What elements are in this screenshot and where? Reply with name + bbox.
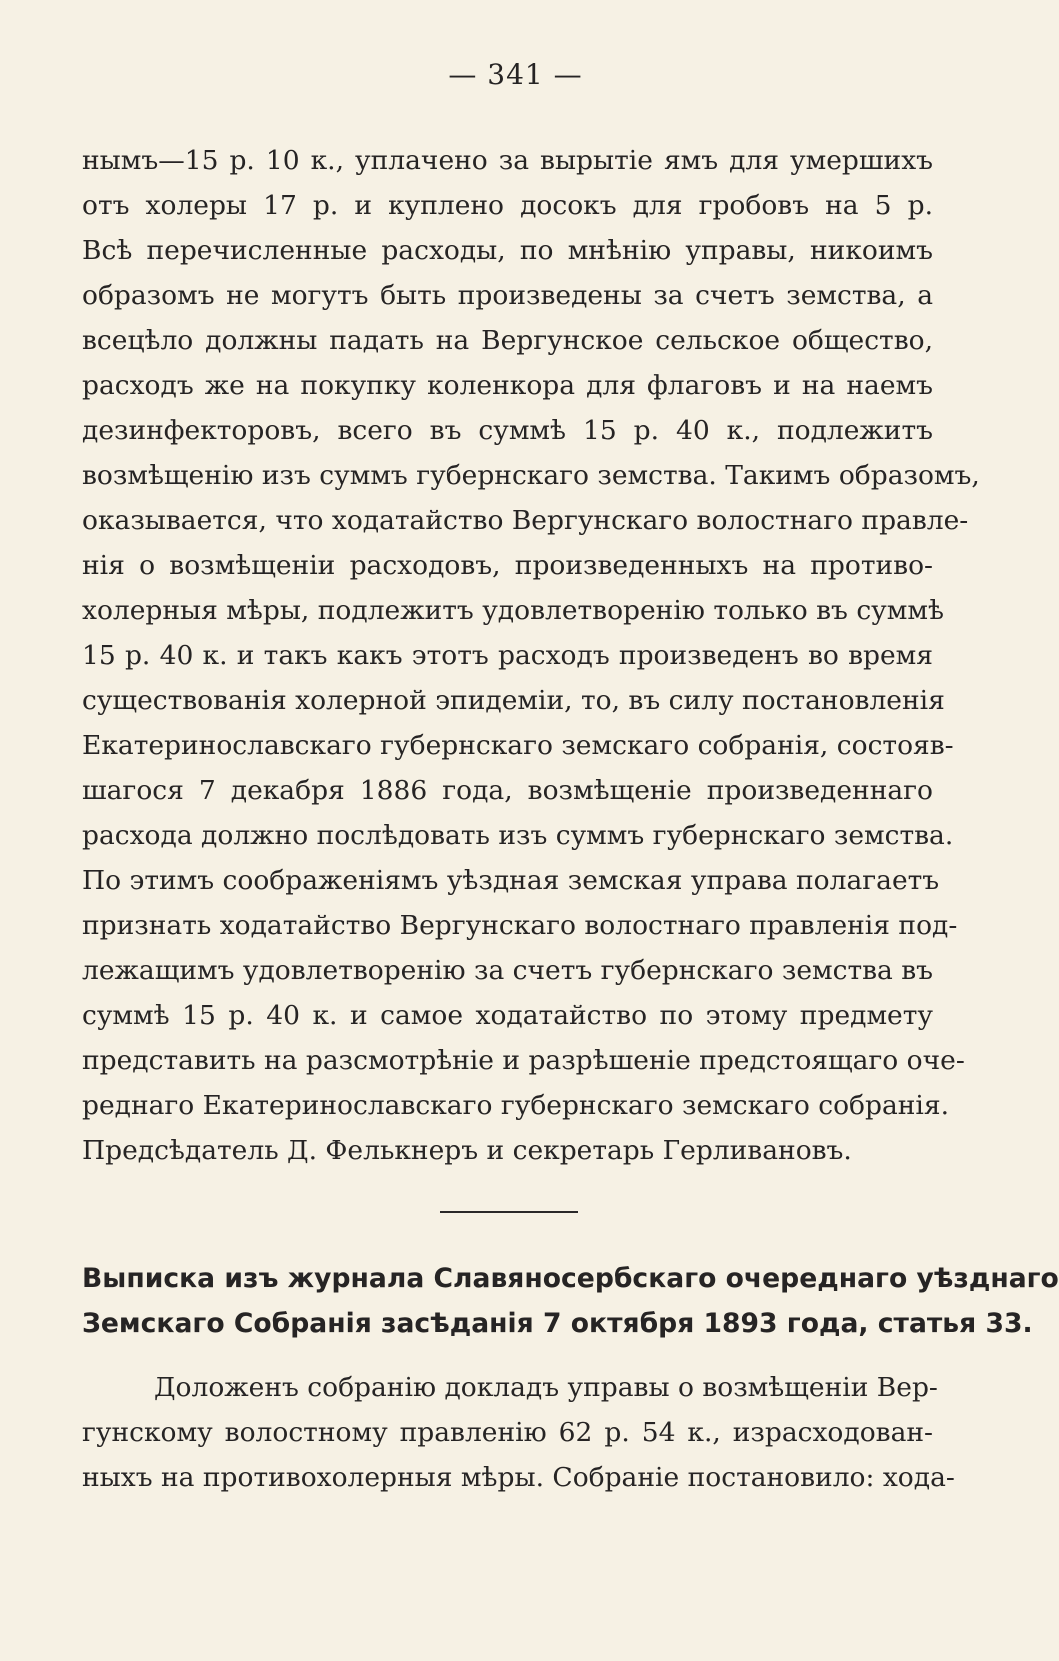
text-line: Доложенъ собранію докладъ управы о возмѣщеніи Вер- bbox=[154, 1372, 938, 1403]
text-line: нымъ—15 р. 10 к., уплачено за вырытіе ямъ для умершихъ bbox=[82, 145, 933, 176]
heading-line: Выписка изъ журнала Славяносербскаго очереднаго уѣзднаго bbox=[82, 1263, 1059, 1294]
text-line: возмѣщенію изъ суммъ губернскаго земства. Такимъ образомъ, bbox=[82, 460, 980, 491]
text-line: Екатеринославскаго губернскаго земскаго собранія, состояв- bbox=[82, 730, 954, 761]
page-number: — 341 — bbox=[448, 58, 583, 91]
text-line: суммѣ 15 р. 40 к. и самое ходатайство по этому предмету bbox=[82, 1000, 933, 1031]
text-line: шагося 7 декабря 1886 года, возмѣщеніе произведеннаго bbox=[82, 775, 933, 806]
text-line: холерныя мѣры, подлежитъ удовлетворенію только въ суммѣ bbox=[82, 595, 944, 626]
text-line: По этимъ соображеніямъ уѣздная земская управа полагаетъ bbox=[82, 865, 940, 896]
text-line: расходъ же на покупку коленкора для флаговъ и на наемъ bbox=[82, 370, 933, 401]
text-line: Всѣ перечисленные расходы, по мнѣнію управы, никоимъ bbox=[82, 235, 933, 266]
text-line: отъ холеры 17 р. и куплено досокъ для гробовъ на 5 р. bbox=[82, 190, 933, 221]
text-line: гунскому волостному правленію 62 р. 54 к., израсходован- bbox=[82, 1417, 933, 1448]
text-line: всецѣло должны падать на Вергунское сельское общество, bbox=[82, 325, 933, 356]
text-line: Предсѣдатель Д. Фелькнеръ и секретарь Герливановъ. bbox=[82, 1135, 852, 1166]
text-line: нія о возмѣщеніи расходовъ, произведенныхъ на противо- bbox=[82, 550, 933, 581]
text-line: расхода должно послѣдовать изъ суммъ губернскаго земства. bbox=[82, 820, 954, 851]
text-line: оказывается, что ходатайство Вергунскаго волостнаго правле- bbox=[82, 505, 969, 536]
text-line: лежащимъ удовлетворенію за счетъ губернскаго земства въ bbox=[82, 955, 934, 986]
heading-line: Земскаго Собранія засѣданія 7 октября 1893 года, статья 33. bbox=[82, 1308, 1033, 1339]
text-line: 15 р. 40 к. и такъ какъ этотъ расходъ произведенъ во время bbox=[82, 640, 933, 671]
text-line: реднаго Екатеринославскаго губернскаго земскаго собранія. bbox=[82, 1090, 950, 1121]
text-line: ныхъ на противохолерныя мѣры. Собраніе постановило: хода- bbox=[82, 1462, 955, 1493]
text-line: дезинфекторовъ, всего въ суммѣ 15 р. 40 к., подлежитъ bbox=[82, 415, 933, 446]
text-line: образомъ не могутъ быть произведены за счетъ земства, а bbox=[82, 280, 933, 311]
text-line: представить на разсмотрѣніе и разрѣшеніе предстоящаго оче- bbox=[82, 1045, 965, 1076]
text-line: признать ходатайство Вергунскаго волостнаго правленія под- bbox=[82, 910, 958, 941]
text-line: существованія холерной эпидеміи, то, въ силу постановленія bbox=[82, 685, 945, 716]
section-divider bbox=[440, 1211, 578, 1213]
